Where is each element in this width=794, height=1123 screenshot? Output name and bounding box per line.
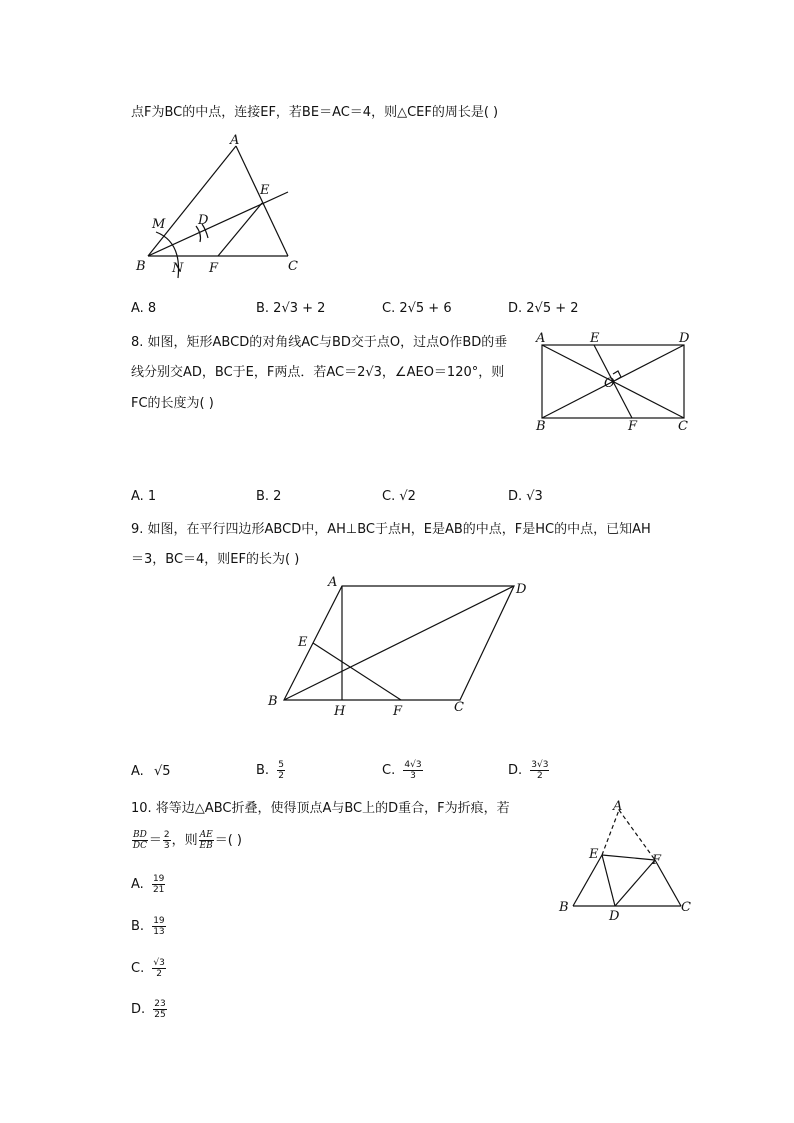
q10-label-c: C xyxy=(681,900,691,915)
q10-option-d-fraction xyxy=(153,999,166,1020)
q7-segment-ac xyxy=(236,146,288,256)
q8-label-f: F xyxy=(628,419,638,434)
q9-option-d-fraction xyxy=(530,760,549,781)
q10-dashed-ea xyxy=(602,810,619,855)
q10-option-b-fraction xyxy=(152,916,165,937)
q7-option-a[interactable]: A. 8 xyxy=(131,301,157,316)
q9-label-h: H xyxy=(334,704,346,719)
q9-label-d: D xyxy=(516,582,527,597)
q8-label-d: D xyxy=(679,331,690,346)
q10-ratio-value-num: 2 xyxy=(163,830,170,840)
q10-option-a-letter: A. xyxy=(131,877,144,892)
q7-ray-bd xyxy=(148,192,288,256)
q7-figure xyxy=(130,130,310,280)
q10-stem-line1: 10. 将等边△ABC折叠，使得顶点A与BC上的D重合，F为折痕，若 xyxy=(131,801,510,816)
q10-option-b-numerator: 19 xyxy=(153,916,165,926)
q7-option-d[interactable]: D. 2√5 + 2 xyxy=(508,301,579,316)
q9-stem-line2: ＝3，BC＝4，则EF的长为( ) xyxy=(131,552,300,567)
q10-ratio-eb: EB xyxy=(199,841,213,851)
q9-option-d-denominator: 2 xyxy=(537,771,543,781)
q10-figure xyxy=(555,798,700,923)
q9-option-a[interactable] xyxy=(131,764,171,779)
q10-option-c-numerator: √3 xyxy=(153,958,165,968)
q10-option-b-denominator: 13 xyxy=(153,927,165,937)
q10-segment-fd xyxy=(615,860,655,906)
q9-option-b[interactable] xyxy=(256,760,286,781)
q8-label-o: O xyxy=(604,376,615,391)
q8-figure xyxy=(532,330,702,436)
q9-option-b-denominator: 2 xyxy=(278,771,284,781)
q9-label-c: C xyxy=(454,700,464,715)
q9-label-f: F xyxy=(393,704,403,719)
q9-segment-ef xyxy=(313,643,401,700)
q9-option-c-numerator: 4√3 xyxy=(404,760,422,770)
q9-option-d-letter: D. xyxy=(508,763,523,778)
q7-option-b[interactable]: B. 2√3 + 2 xyxy=(256,301,326,316)
q7-label-a: A xyxy=(230,133,240,148)
q7-label-d: D xyxy=(198,213,209,228)
q8-label-e: E xyxy=(590,331,600,346)
q8-label-b: B xyxy=(536,419,546,434)
q7-segment-ba xyxy=(148,146,236,256)
q9-option-b-numerator: 5 xyxy=(278,760,284,770)
q9-option-b-fraction xyxy=(277,760,285,781)
q7-label-n: N xyxy=(172,261,184,276)
q8-option-a[interactable]: A. 1 xyxy=(131,489,157,504)
q9-option-c-fraction xyxy=(403,760,422,781)
q9-option-a-letter: A. xyxy=(131,764,144,779)
q8-label-a: A xyxy=(536,331,546,346)
q7-label-b: B xyxy=(136,259,146,274)
q7-label-m: M xyxy=(152,217,166,232)
q8-stem-line1: 8. 如图，矩形ABCD的对角线AC与BD交于点O，过点O作BD的垂 xyxy=(131,335,508,350)
q10-option-b-letter: B. xyxy=(131,919,145,934)
q10-option-b[interactable] xyxy=(131,916,167,937)
q9-option-c-denominator: 3 xyxy=(410,771,416,781)
q9-option-b-letter: B. xyxy=(256,763,270,778)
q7-segment-fe xyxy=(218,203,262,256)
q10-option-c-denominator: 2 xyxy=(156,969,162,979)
q10-option-d[interactable] xyxy=(131,999,168,1020)
q10-label-e: E xyxy=(589,847,599,862)
q10-ratio-bd: BD xyxy=(133,830,147,840)
q10-option-d-numerator: 23 xyxy=(154,999,166,1009)
q10-label-b: B xyxy=(559,900,569,915)
q10-label-f: F xyxy=(652,853,662,868)
q10-option-d-denominator: 25 xyxy=(154,1010,166,1020)
q10-option-a-denominator: 21 xyxy=(152,885,165,895)
q10-ratio-ae-eb xyxy=(199,830,214,851)
q10-option-c-letter: C. xyxy=(131,961,145,976)
q7-label-c: C xyxy=(288,259,298,274)
q8-option-b[interactable]: B. 2 xyxy=(256,489,282,504)
q9-option-a-value: √5 xyxy=(153,764,171,779)
q10-option-d-letter: D. xyxy=(131,1002,146,1017)
q9-option-c[interactable] xyxy=(382,760,424,781)
q9-diagonal-bd xyxy=(284,586,514,700)
q7-label-f: F xyxy=(209,261,219,276)
q10-option-c[interactable] xyxy=(131,958,167,979)
q8-stem-line2: 线分别交AD，BC于E，F两点．若AC＝2√3，∠AEO＝120°，则 xyxy=(131,365,505,380)
q7-option-c[interactable]: C. 2√5 + 6 xyxy=(382,301,452,316)
q9-option-d[interactable] xyxy=(508,760,550,781)
q10-stem-line2: $\frac{BD}{DC}$ ＝ $\frac{2}{3}$ ，则 $\frac{AE}{EB}$ ＝( ) xyxy=(132,830,242,851)
q10-ratio-dc: DC xyxy=(132,841,147,851)
q10-segment-ed xyxy=(602,855,615,906)
q7-stem: 点F为BC的中点，连接EF，若BE＝AC＝4，则△CEF的周长是( ) xyxy=(131,105,499,120)
q9-option-c-letter: C. xyxy=(382,763,396,778)
q10-option-a-numerator: 19 xyxy=(152,874,165,884)
q10-ratio-bd-dc xyxy=(132,830,148,851)
q9-option-d-numerator: 3√3 xyxy=(531,760,549,770)
q8-label-c: C xyxy=(678,419,688,434)
q10-dashed-af xyxy=(619,810,655,860)
q10-option-c-fraction xyxy=(152,958,165,979)
q10-segment-be xyxy=(573,855,602,906)
q9-stem-line1: 9. 如图，在平行四边形ABCD中，AH⊥BC于点H，E是AB的中点，F是HC的中点，已知AH xyxy=(131,522,651,537)
q10-fold-ef xyxy=(602,855,655,860)
q10-label-a: A xyxy=(613,799,623,814)
q9-figure xyxy=(262,574,542,722)
q10-tail: ＝( ) xyxy=(214,833,242,848)
q8-stem-line3: FC的长度为( ) xyxy=(131,396,214,411)
q10-option-a[interactable] xyxy=(131,874,166,895)
q8-option-d[interactable]: D. √3 xyxy=(508,489,543,504)
q9-label-a: A xyxy=(328,575,338,590)
q10-mid-text: ，则 xyxy=(171,833,198,848)
q10-ratio-ae: AE xyxy=(199,830,213,840)
q8-option-c[interactable]: C. √2 xyxy=(382,489,416,504)
q10-option-a-fraction xyxy=(152,874,165,895)
q9-label-e: E xyxy=(298,635,308,650)
q7-label-e: E xyxy=(260,183,270,198)
q9-label-b: B xyxy=(268,694,278,709)
q10-label-d: D xyxy=(609,909,620,923)
q10-ratio-value xyxy=(163,830,171,851)
q10-ratio-value-den: 3 xyxy=(163,841,170,851)
